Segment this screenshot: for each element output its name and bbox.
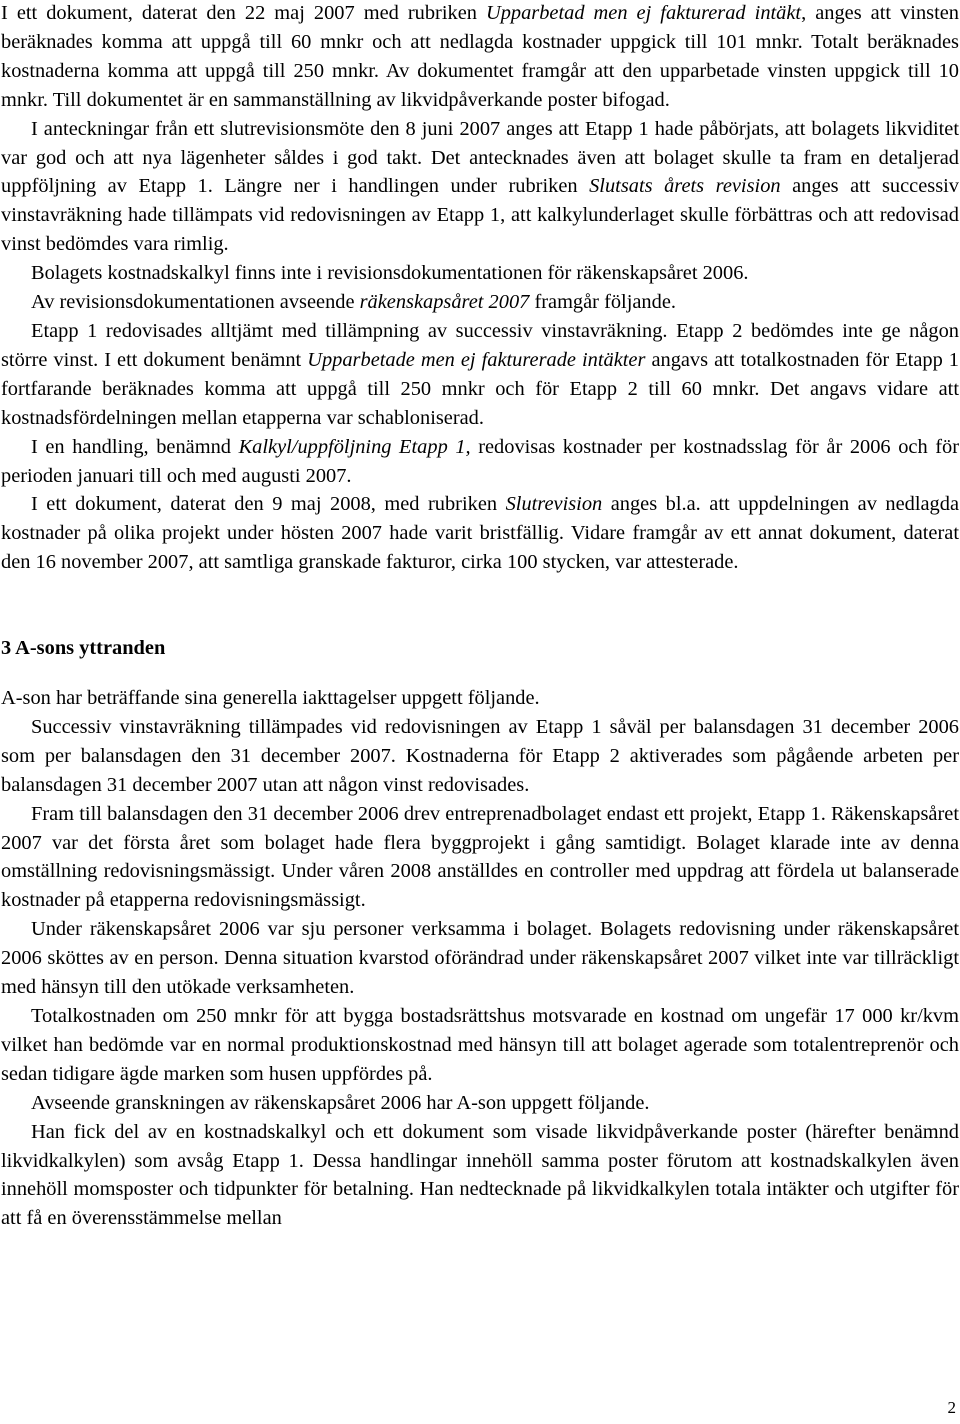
paragraph: Successiv vinstavräkning tillämpades vid redovisningen av Etapp 1 såväl per balansdagen 31 december 2006 som per balansdagen den 31 december 2007. Kostnaderna för Etapp 2 aktiverades som pågående arbeten per balansdagen 31 december 2007 utan att någon vinst redovisades. — [1, 715, 959, 796]
text-run: anges bl.a. att uppdelningen av nedlagda kostnader på olika projekt under hösten 2007 hade varit bristfällig. Vidare framgår av ett annat dokument, daterat den 16 november 2007, att samtliga granskade fakturor, cirka 100 stycken, var attesterade. — [1, 493, 959, 574]
paragraph: Fram till balansdagen den 31 december 2006 drev entreprenadbolaget endast ett projekt, Etapp 1. Räkenskapsåret 2007 var det första året som bolaget hade flera byggprojekt i gång samtidigt. Bolaget klarade inte av denna omställning redovisningsmässigt. Under våren 2008 anställdes en controller med uppdrag att fördela ut balanserade kostnader på etapperna redovisningsmässigt. — [1, 802, 959, 912]
text-run: framgår följande. — [529, 291, 676, 314]
paragraph — [1, 317, 959, 433]
text-run: I ett dokument, daterat den 9 maj 2008, med rubriken — [31, 493, 506, 516]
text-run: angavs att totalkostnaden för Etapp 1 fortfarande beräknades komma att uppgå till 250 mnkr och för Etapp 2 till 60 mnkr. Det angavs vidare att kostnadsfördelningen mellan etapperna var schabloniserad. — [1, 348, 959, 429]
text-run: redovisas kostnader per kostnadsslag för år 2006 och för perioden januari till och med augusti 2007. — [1, 435, 959, 487]
paragraph: Han fick del av en kostnadskalkyl och ett dokument som visade likvidpåverkande poster (härefter benämnd likvidkalkylen) som avsåg Etapp 1. Dessa handlingar innehöll samma poster förutom att kostnadskalkylen även innehöll momsposter och tidpunkter för betalning. Han nedtecknade på likvidkalkylen totala intäkter och utgifter för att få en överensstämmelse mellan — [1, 1120, 959, 1230]
document-body — [1, 0, 959, 1233]
text-run: anges att successiv vinstavräkning hade tillämpats vid redovisningen av Etapp 1, att kalkylunderlaget skulle förbättras och att redovisad vinst bedömdes vara rimlig. — [1, 175, 960, 256]
text-run: Av revisionsdokumentationen avseende — [31, 291, 360, 314]
text-run: , anges att vinsten beräknades komma att uppgå till 60 mnkr och att nedlagda kostnader uppgick till 101 mnkr. Totalt beräknades kostnaderna komma att uppgå till 250 mnkr. Av dokumentet framgår att den upparbetade vinsten uppgick till 10 mnkr. Till dokumentet är en sammanställning av likvidpåverkande poster bifogad. — [1, 2, 959, 111]
italic-title: Slutsats årets revision — [589, 175, 781, 198]
italic-title: räkenskapsåret 2007 — [359, 291, 530, 314]
paragraph — [1, 288, 959, 317]
paragraph: Totalkostnaden om 250 mnkr för att bygga bostadsrättshus motsvarade en kostnad om ungefär 17 000 kr/kvm vilket han bedömde var en normal produktionskostnad med hänsyn till att bolaget agerade som totalentreprenör och sedan tidigare ägde marken som husen uppfördes på. — [1, 1005, 959, 1085]
page-number: 2 — [947, 1398, 956, 1417]
paragraph: Bolagets kostnadskalkyl finns inte i revisionsdokumentationen för räkenskapsåret 2006. — [31, 262, 749, 285]
paragraph: Avseende granskningen av räkenskapsåret 2006 har A-son uppgett följande. — [31, 1091, 650, 1114]
paragraph: A-son har beträffande sina generella iakttagelser uppgett följande. — [1, 687, 540, 710]
paragraph: Under räkenskapsåret 2006 var sju personer verksamma i bolaget. Bolagets redovisning under räkenskapsåret 2006 sköttes av en person. Denna situation kvarstod oförändrad under räkenskapsåret 2007 vilket inte var tillräckligt med hänsyn till den utökade verksamheten. — [1, 918, 959, 999]
paragraph — [1, 0, 959, 115]
paragraph — [1, 115, 959, 260]
spacer — [1, 663, 959, 684]
italic-title: Upparbetad men ej fakturerad intäkt — [485, 2, 802, 24]
italic-title: Slutrevision — [505, 493, 603, 516]
paragraph — [1, 433, 959, 491]
section-heading: 3 A-sons yttranden — [1, 637, 166, 660]
spacer — [1, 577, 959, 634]
text-run: Etapp 1 redovisades alltjämt med tillämpning av successiv vinstavräkning. Etapp 2 bedömdes inte ge någon större vinst. I ett dokument benämnt — [1, 319, 959, 371]
text-run: I ett dokument, daterat den 22 maj 2007 med rubriken — [1, 2, 486, 24]
italic-title: Upparbetade men ej fakturerade intäkter — [307, 348, 646, 371]
text-run: I en handling, benämnd — [31, 435, 239, 458]
italic-title: Kalkyl/uppföljning Etapp 1, — [238, 435, 471, 458]
text-run: I anteckningar från ett slutrevisionsmöte den 8 juni 2007 anges att Etapp 1 hade påbörjats, att bolagets likviditet var god och att nya lägenheter såldes i god takt. Det antecknades även att bolaget skulle ta fram en detaljerad uppföljning av Etapp 1. Längre ner i handlingen under rubriken — [1, 117, 959, 198]
paragraph — [1, 490, 959, 577]
